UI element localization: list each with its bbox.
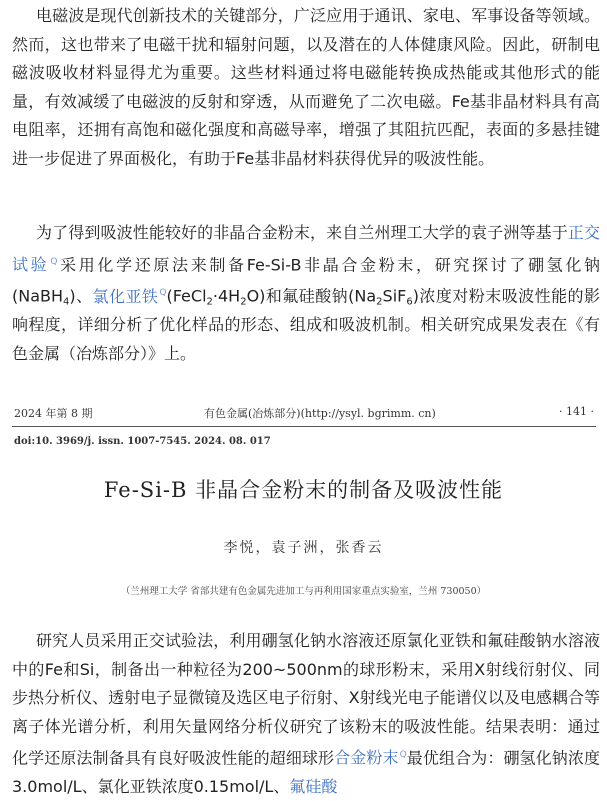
journal-name: 有色金属(冶炼部分)(http://ysyl. bgrimm. cn) bbox=[204, 407, 436, 420]
abstract-paragraph bbox=[12, 627, 600, 801]
p2-text-e: ·4H bbox=[212, 286, 241, 306]
p2-text-d: (FeCl bbox=[166, 286, 207, 306]
link-ferrous-chloride[interactable] bbox=[93, 287, 167, 306]
subscript: 2 bbox=[240, 296, 247, 308]
link-alloy-powder-label: 合金粉末 bbox=[334, 748, 399, 768]
link-ferrous-chloride-label: 氯化亚铁 bbox=[92, 286, 159, 306]
paper-authors: 李悦，袁子洲，张香云 bbox=[223, 540, 384, 556]
p2-text-a: 为了得到吸波性能较好的非晶合金粉末，来自兰州理工大学的袁子洲等基于 bbox=[36, 223, 568, 242]
subscript: 6 bbox=[406, 296, 413, 308]
link-alloy-powder[interactable] bbox=[334, 748, 407, 767]
header-divider bbox=[12, 426, 596, 427]
paper-title: Fe-Si-B 非晶合金粉末的制备及吸波性能 bbox=[103, 478, 504, 502]
page-number: · 141 · bbox=[559, 405, 594, 418]
paper-running-header bbox=[14, 405, 594, 421]
link-orthogonal-test-label: 正交试验 bbox=[12, 223, 600, 274]
abstract-text-b: 最优组合为：硼氢化钠浓度3.0mol/L、氯化亚铁浓度0.15mol/L、 bbox=[12, 748, 600, 796]
intro-paragraph-2 bbox=[12, 219, 600, 368]
subscript: 2 bbox=[376, 296, 383, 308]
search-link-icon: Q bbox=[399, 750, 407, 760]
link-fluorosilicic[interactable] bbox=[289, 777, 337, 796]
paper-affiliation: （兰州理工大学 省部共建有色金属先进加工与再利用国家重点实验室，兰州 730050） bbox=[120, 586, 487, 597]
link-fluorosilicic-label: 氟硅酸 bbox=[289, 776, 338, 796]
p2-text-h: )浓度对粉末吸波性能的影响程度，详细分析了优化样品的形态、组成和吸波机制。相关研究成果发表在《有色金属（冶炼部分）》上。 bbox=[12, 286, 600, 363]
doi-line: doi:10. 3969/j. issn. 1007-7545. 2024. 08. 017 bbox=[14, 436, 271, 447]
p2-text-g: SiF bbox=[382, 286, 407, 306]
p2-text-f: O)和氟硅酸钠(Na bbox=[246, 286, 377, 306]
search-link-icon: Q bbox=[50, 256, 58, 267]
abstract-text-a: 研究人员采用正交试验法，利用硼氢化钠水溶液还原氯化亚铁和氟硅酸钠水溶液中的Fe和Si，制备出一种粒径为200~500nm的球形粉末，采用X射线衍射仪、同步热分析仪、透射电子显微镜及选区电子衍射、X射线光电子能谱仪以及电感耦合等离子体光谱分析，利用矢量网络分析仪研究了该粉末的吸波性能。结果表明：通过化学还原法制备具有良好吸波性能的超细球形 bbox=[12, 631, 600, 768]
search-link-icon: Q bbox=[159, 288, 167, 299]
p2-text-b: 采用化学还原法来制备Fe-Si-B非晶合金粉末，研究探讨了硼氢化钠(NaBH bbox=[12, 254, 600, 306]
subscript: 4 bbox=[63, 296, 70, 308]
p2-text-c: )、 bbox=[69, 286, 93, 306]
subscript: 2 bbox=[206, 296, 213, 308]
issue-number: 2024 年第 8 期 bbox=[14, 407, 93, 420]
intro-paragraph-1: 电磁波是现代创新技术的关键部分，广泛应用于通讯、家电、军事设备等领域。然而，这也带来了电磁干扰和辐射问题，以及潜在的人体健康风险。因此，研制电磁波吸收材料显得尤为重要。这些材料通过将电磁能转换成热能或其他形式的能量，有效减缓了电磁波的反射和穿透，从而避免了二次电磁。Fe基非晶材料具有高电阻率，还拥有高饱和磁化强度和高磁导率，增强了其阻抗匹配，表面的多悬挂键进一步促进了界面极化，有助于Fe基非晶材料获得优异的吸波性能。 bbox=[12, 6, 600, 168]
